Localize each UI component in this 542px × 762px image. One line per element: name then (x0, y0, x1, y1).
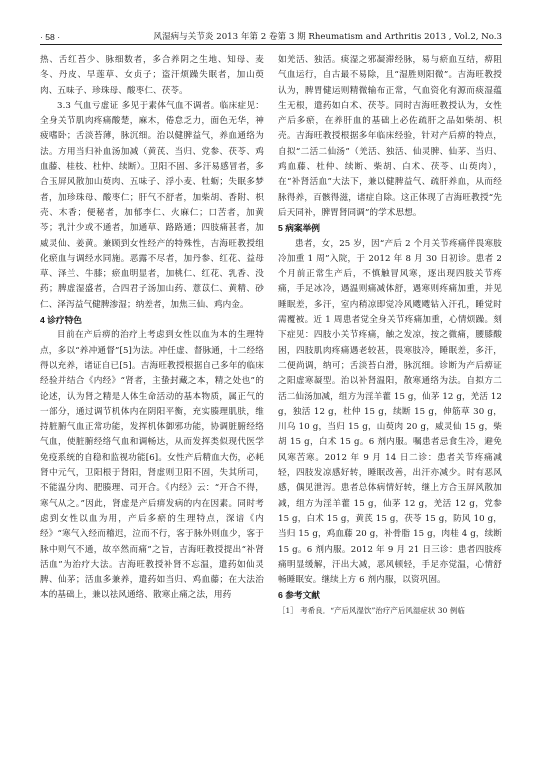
section-heading: 6 参考文献 (278, 590, 320, 601)
paragraph: 患者，女，25 岁，因“产后 2 个月关节疼痛伴畏寒肢冷加重 1 周”入院，于 2012 年 8 月 30 日初诊。患者 2 个月前正常生产后，不慎触冒风寒，逐出现四肢关节疼痛，手足冰冷，遇温则痛减体舒，遇寒则疼痛加重，并见睡眠差，多汗，室内稍凉即觉冷风飕飕钻入汗孔，睡觉时需覆被。近 1 周患者觉全身关节疼痛加重，心情烦躁。刻下症见：四肢小关节疼痛，触之发凉，按之微痛，腰膝酸困，四肢肌肉疼痛遇老较甚，畏寒肢冷，睡眠差，多汗，二便尚调，纳可；舌淡苔白滑，脉沉细。诊断为产后痹证之阳虚寒凝型。治以补肾温阳，散寒通络为法。自拟方二活二仙汤加减，组方为淫羊藿 15 g，仙茅 12 g，羌活 12 g，独活 12 g，杜仲 15 g，续断 15 g，伸筋草 30 g，川乌 10 g，当归 15 g，山萸肉 20 g，威灵仙 15 g，柴胡 15 g，白术 15 g。6 剂内服。嘱患者忌食生冷，避免风寒苦寒。2012 年 9 月 14 日二诊：患者关节疼痛减轻，四肢发凉感好转，睡眠改善，出汗亦减少。时有恶风感，偶见泄泻。患者总体病情好转，继上方合玉屏风散加减，组方为淫羊藿 15 g，仙茅 12 g，羌活 12 g，党参 15 g，白术 15 g，黄芪 15 g，茯苓 15 g，防风 10 g，当归 15 g，鸡血藤 20 g，补骨脂 15 g，肉桂 4 g，续断 15 g。6 剂内服。2012 年 9 月 21 日三诊：患者四肢疼痛明显缓解，汗出大减，恶风顿轻，手足亦觉温，心情舒畅睡眠安。继续上方 6 剂内服，以资巩固。 (278, 238, 502, 586)
section-heading: 4 诊疗特色 (40, 315, 82, 326)
page-number: · 58 · (40, 32, 61, 42)
paragraph: 3.3 气血亏虚证 多见于素体气血不调者。临床症见：全身关节肌肉疼痛酸楚，麻木，倦怠乏力，面色无华，神疲嗜卧；舌淡苔薄，脉沉细。治以健脾益气，养血通络为法。方用当归补血汤加减（黄芪、当归、党参、茯苓、鸡血藤、桂枝、杜仲、续断）。卫阳不固、多汗易感冒者，多合玉屏风散加山萸肉、五味子、浮小麦、牡蛎；失眠多梦者，加珍珠母、酸枣仁；肝气不舒者，加柴胡、香附、枳壳、木香；便秘者，加郁李仁、火麻仁；口苦者，加黄芩；乳汁少或不通者，加通草、路路通；四肢痛甚者，加威灵仙、姜黄。兼顾到女性经产的特殊性，吉海旺教授组化瘀血与调经水同施。恶露不尽者，加丹参、红花、益母草、泽兰、牛膝；瘀血明显者，加桃仁、红花、乳香、没药；脾虚湿盛者，合四君子汤加山药、薏苡仁、黄精、砂仁、泽泻益气健脾渗湿；纳差者，加焦三仙、鸡内金。 (40, 100, 264, 310)
right-column (278, 53, 502, 618)
left-column (40, 53, 264, 604)
running-header (40, 30, 502, 45)
section-heading: 5 病案举例 (278, 223, 320, 234)
paragraph: 目前在产后痹的治疗上考虑到女性以血为本的生理特点，多以“养冲通督”[5]为法。冲任虚、督脉通，十二经络得以充养，诸证自已[5]。吉海旺教授根据自己多年的临床经验并结合《内经》“肾者，主蛰封藏之本，精之处也”的论述，认为肾之精是人体生命活动的基本物质，属正气的一部分，通过调节机体内在阴阳平衡，充实腠理肌肤，维持脏腑气血正常功能，发挥机体御邪功能，协调脏腑经络气血，使脏腑经络气血和调畅达，从而发挥类似现代医学免疫系统的自稳和监视功能[6]。女性产后精血大伤，必耗肾中元气，卫阳根于肾阳，肾虚则卫阳不固，失其所司，不能温分肉、肥腠理、司开合。《内经》云：“开合不得，寒气从之。”因此，肾虚是产后痹发病的内在因素。同时考虑到女性以血为用，产后多瘀的生理特点，深谙《内经》“寒气入经而稽迟，泣而不行，客于脉外则血少，客于脉中则气不通，故卒然而痛”之旨，吉海旺教授提出“补肾活血”为治疗大法。吉海旺教授补肾不忘温，遣药如仙灵脾、仙茅；活血多兼养，遣药如当归、鸡血藤；在大法治本的基础上，兼以祛风通络、散寒止痛之法，用药 (40, 330, 264, 601)
journal-title: 风湿病与关节炎 2013 年第 2 卷第 3 期 Rheumatism and Arthritis 2013 , Vol.2, No.3 (153, 32, 502, 42)
reference-item: ［1］ 考希良．“产后风湿饮”治疗产后风湿症状 30 例临 (278, 605, 465, 615)
paragraph: 热、舌红苔少、脉细数者，多合养阴之生地、知母、麦冬、丹皮、早莲草、女贞子；盗汗烦躁失眠者，加山萸肉、五味子、珍珠母、酸枣仁、茯苓。 (40, 55, 264, 96)
paragraph: 如羌活、独活。痰湿之邪凝滞经脉，易与瘀血互结，痹阻气血运行，自古最不易除，且“湿胜则阳微”。吉海旺教授认为，脾胃健运则精微输布正常，气血资化有源而痰湿蕴生无根，遣药如白术、茯苓。同时吉海旺教授认为，女性产后多瘀，在养肝血的基础上必佐疏肝之品如柴胡、枳壳。吉海旺教授根据多年临床经验，针对产后痹的特点，自拟“二活二仙汤”（羌活、独活、仙灵脾、仙茅、当归、鸡血藤、杜仲、续断、柴胡、白术、茯苓、山萸肉），在“补肾活血”大法下，兼以健脾益气、疏肝养血，从而经脉得养，百骸得滋，诸症自除。这正体现了吉海旺教授“先后天同补，脾胃肾同调”的学术思想。 (278, 55, 502, 218)
